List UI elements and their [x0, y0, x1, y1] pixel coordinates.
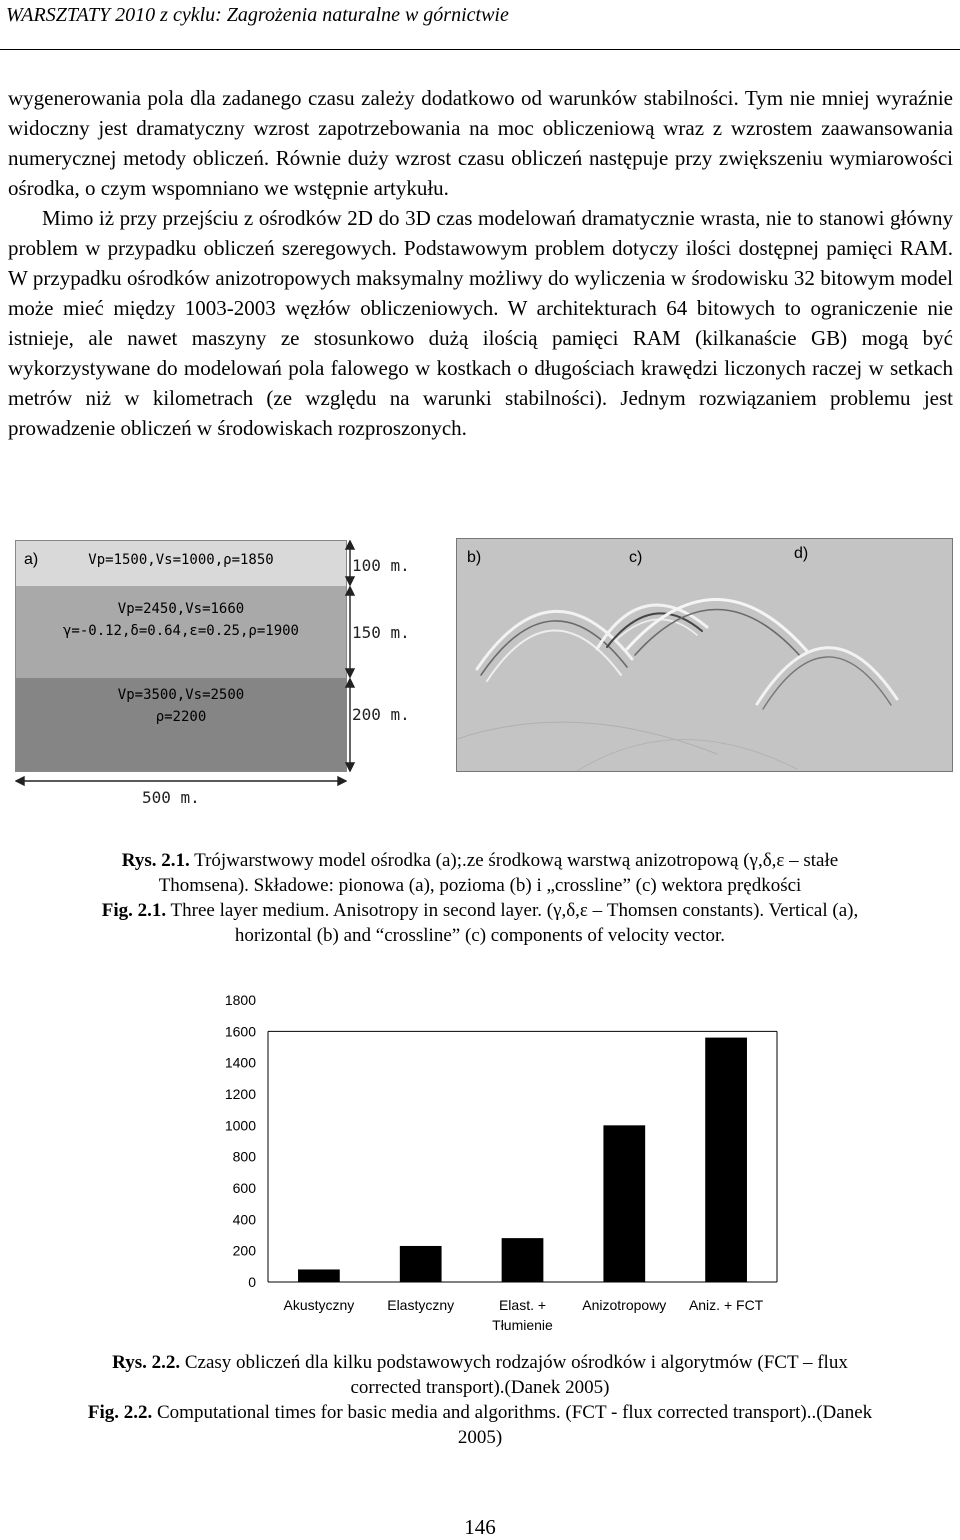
bar-2 — [400, 1246, 442, 1282]
bar-4 — [603, 1125, 645, 1282]
caption-2-en-line2: 2005) — [457, 1427, 503, 1448]
caption-1-pl-line2: Thomsena). Składowe: pionowa (a), pozioma (b) i „crossline” (c) wektora prędkości — [158, 875, 802, 896]
y-tick-label: 1400 — [224, 1054, 256, 1071]
layer-2-params-line1: Vp=2450,Vs=1660 — [117, 601, 245, 617]
caption-2-en-line1: Computational times for basic media and algorithms. (FCT - flux corrected transport)..(Danek — [152, 1402, 873, 1423]
layer-1-params: Vp=1500,Vs=1000,ρ=1850 — [88, 552, 274, 568]
bar-3 — [502, 1238, 544, 1282]
layer-3-params-line1: Vp=3500,Vs=2500 — [117, 687, 245, 703]
layer-1 — [16, 541, 346, 586]
bar-5 — [705, 1038, 747, 1282]
caption-1-pl-line1: Trójwarstwowy model ośrodka (a);.ze środkową warstwą anizotropową (γ,δ,ε – stałe — [189, 850, 839, 871]
panel-label-a: a) — [24, 551, 39, 568]
y-tick-label: 600 — [232, 1180, 256, 1196]
panel-label-c: c) — [629, 549, 643, 566]
x-category-label: Elast. + — [498, 1297, 547, 1313]
panel-label-d: d) — [794, 545, 809, 562]
layer-2-params-line2: γ=-0.12,δ=0.64,ε=0.25,ρ=1900 — [62, 623, 299, 639]
running-header: WARSZTATY 2010 z cyklu: Zagrożenia naturalne w górnictwie — [6, 4, 509, 26]
dimension-label-150: 150 m. — [352, 623, 410, 642]
wavefield-snapshot-panel — [456, 538, 953, 772]
dimension-label-200: 200 m. — [352, 705, 410, 724]
caption-2-en-label: Fig. 2.2. — [87, 1402, 153, 1423]
dimension-label-500: 500 m. — [142, 788, 200, 807]
y-tick-label: 200 — [232, 1242, 256, 1259]
x-category-label: Aniz. + FCT — [688, 1297, 764, 1313]
caption-1-pl-label: Rys. 2.1. — [121, 850, 190, 871]
caption-2-pl-line2: corrected transport).(Danek 2005) — [350, 1377, 610, 1398]
y-tick-label: 0 — [248, 1274, 256, 1290]
x-category-label: Tłumienie — [492, 1317, 553, 1333]
computation-time-bar-chart — [0, 985, 960, 1345]
dimension-label-100: 100 m. — [352, 556, 410, 575]
y-tick-label: 1800 — [224, 992, 256, 1008]
body-text — [8, 83, 953, 443]
y-tick-label: 800 — [232, 1148, 256, 1165]
layer-3-params-line2: ρ=2200 — [155, 709, 207, 725]
paragraph-1: wygenerowania pola dla zadanego czasu zależy dodatkowo od warunków stabilności. Tym nie mniej wyraźnie widoczny jest dramatyczny wzrost zapotrzebowania na moc obliczeniową wraz z wzrostem zaawansowania numerycznej metody obliczeń. Równie duży wzrost czasu obliczeń następuje przy zwiększeniu wymiarowości ośrodka, o czym wspomniano we wstępnie artykułu. — [8, 86, 953, 200]
figure-2-1-caption — [10, 848, 950, 948]
header-rule — [0, 49, 960, 50]
layer-3 — [16, 678, 346, 771]
wavefield-image — [457, 539, 952, 771]
figure-2-2-caption — [10, 1350, 950, 1450]
page-number: 146 — [464, 1515, 496, 1539]
y-tick-label: 1200 — [224, 1086, 256, 1102]
paragraph-2: Mimo iż przy przejściu z ośrodków 2D do 3D czas modelowań dramatycznie wrasta, nie to stanowi główny problem w przypadku obliczeń szeregowych. Podstawowym problem dotyczy ilości dostępnej pamięci RAM. W przypadku ośrodków anizotropowych maksymalny możliwy do wyliczenia w środowisku 32 bitowym model może mieć między 1003-2003 węzłów obliczeniowych. W architekturach 64 bitowych to ograniczenie nie istnieje, ale nawet maszyny ze stosunkowo dużą ilością pamięci RAM (kilkanaście GB) mogą być wykorzystywane do modelowań pola falowego w kostkach o długościach krawędzi liczonych raczej w setkach metrów niż w kilometrach (ze względu na warunki stabilności). Jednym rozwiązaniem problemu jest prowadzenie obliczeń w środowiskach rozproszonych. — [8, 206, 953, 440]
caption-2-pl-line1: Czasy obliczeń dla kilku podstawowych rodzajów ośrodków i algorytmów (FCT – flux — [180, 1352, 848, 1373]
y-tick-label: 1600 — [224, 1023, 256, 1040]
bar-1 — [298, 1269, 340, 1282]
x-category-label: Anizotropowy — [582, 1297, 667, 1313]
caption-1-en-label: Fig. 2.1. — [101, 900, 167, 921]
y-tick-label: 1000 — [224, 1117, 256, 1134]
layer-2 — [16, 586, 346, 678]
y-tick-label: 400 — [232, 1211, 256, 1228]
layer-model-panel — [15, 540, 347, 772]
caption-1-en-line1: Three layer medium. Anisotropy in second layer. (γ,δ,ε – Thomsen constants). Vertical (a), — [166, 900, 859, 921]
caption-1-en-line2: horizontal (b) and “crossline” (c) components of velocity vector. — [234, 925, 726, 946]
x-category-label: Akustyczny — [283, 1297, 355, 1313]
caption-2-pl-label: Rys. 2.2. — [112, 1352, 181, 1373]
x-category-label: Elastyczny — [387, 1297, 455, 1313]
panel-label-b: b) — [467, 549, 482, 566]
